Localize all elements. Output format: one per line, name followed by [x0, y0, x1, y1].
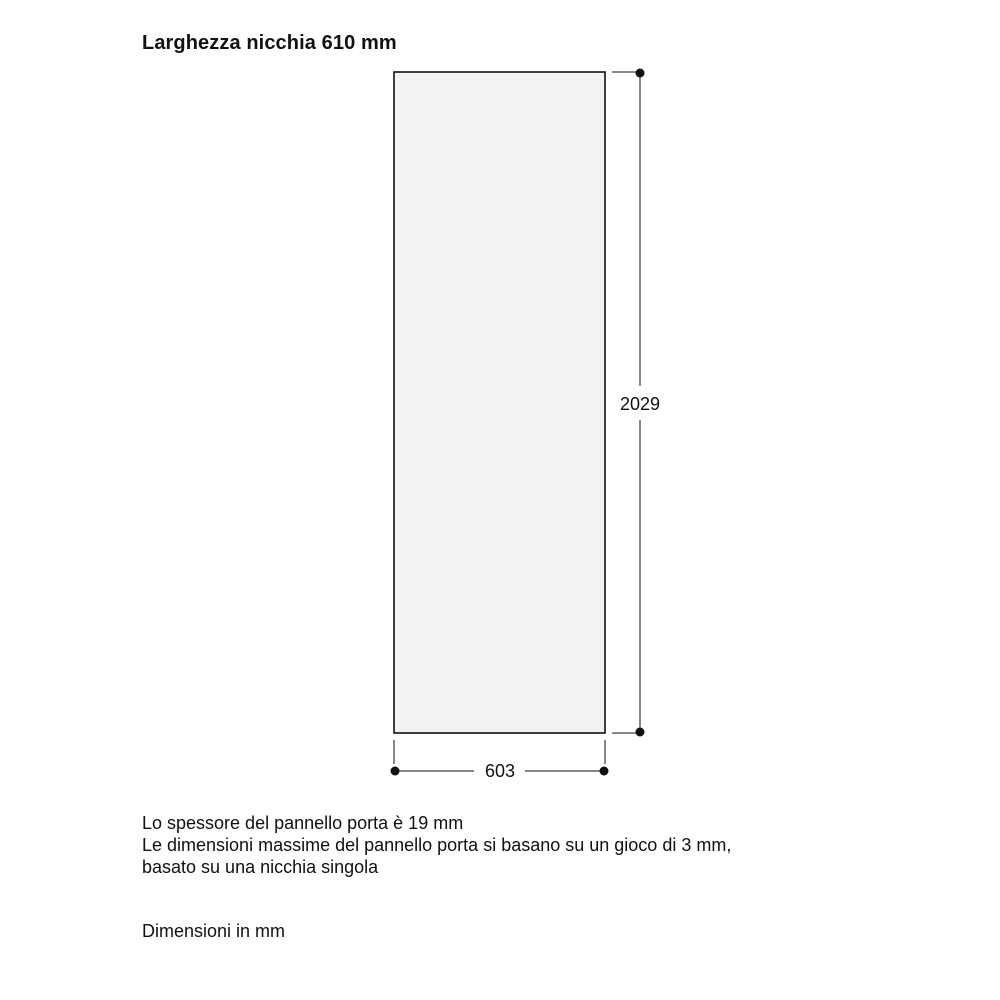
width-endpoint-left: [391, 767, 400, 776]
width-endpoint-right: [600, 767, 609, 776]
note-thickness: Lo spessore del pannello porta è 19 mm: [142, 813, 464, 833]
width-dimension: [391, 740, 609, 781]
units-note: Dimensioni in mm: [142, 921, 286, 941]
height-dimension: [612, 69, 660, 737]
door-panel: [394, 72, 605, 733]
height-endpoint-top: [636, 69, 645, 78]
note-single-niche: basato su una nicchia singola: [142, 857, 379, 877]
panel-notes: [142, 812, 731, 878]
note-max-dimensions: Le dimensioni massime del pannello porta si basano su un gioco di 3 mm,: [142, 835, 732, 855]
width-label: 603: [484, 761, 516, 781]
diagram-title: Larghezza nicchia 610 mm: [142, 32, 397, 54]
height-endpoint-bottom: [636, 728, 645, 737]
height-label: 2029: [619, 394, 661, 414]
